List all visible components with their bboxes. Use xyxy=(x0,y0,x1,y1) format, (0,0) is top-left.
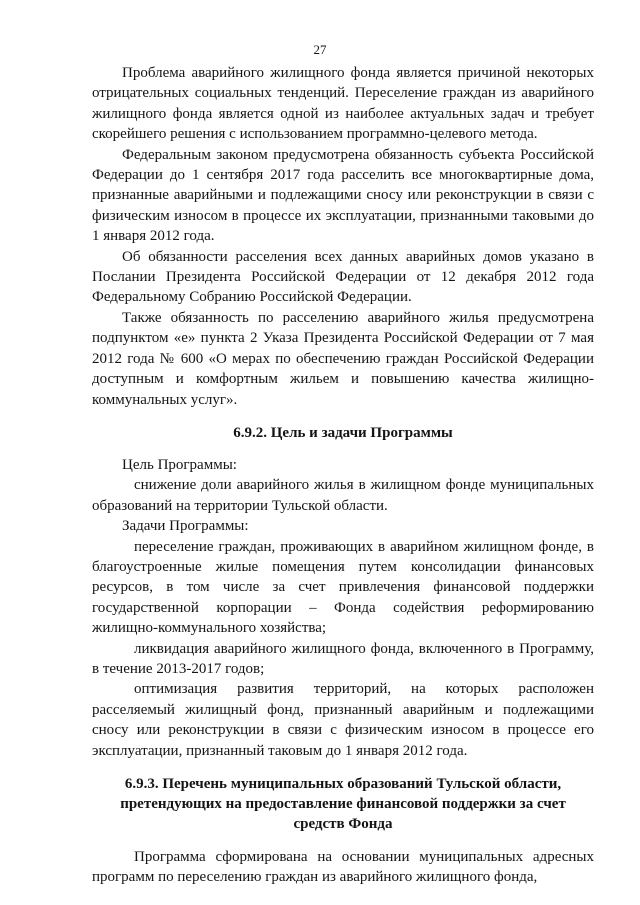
section-heading-goals: 6.9.2. Цель и задачи Программы xyxy=(233,424,453,441)
page-body xyxy=(92,63,594,888)
goal-text: снижение доли аварийного жилья в жилищном фонде муниципальных образований на территории Тульской области. xyxy=(92,477,594,514)
section-heading-municipalities: 6.9.3. Перечень муниципальных образований Тульской области, претендующих на предоставление финансовой поддержки за счет средств Фонда xyxy=(120,776,566,832)
paragraph-program-basis: Программа сформирована на основании муниципальных адресных программ по переселению граждан из аварийного жилищного фонда, xyxy=(92,849,594,886)
page-number: 27 xyxy=(313,42,327,57)
task-item: оптимизация развития территорий, на которых расположен расселяемый жилищный фонд, признанный аварийным и подлежащими сносу или реконструкции в связи с физическим износом в процессе его эксплуатации, признанный таковым до 1 января 2012 года. xyxy=(92,681,594,759)
paragraph-federal-law: Федеральным законом предусмотрена обязанность субъекта Российской Федерации до 1 сентября 2017 года расселить все многоквартирные дома, признанные аварийными и подлежащими сносу или реконструкции в связи с физическим износом в процессе их эксплуатации, признанными таковыми до 1 января 2012 года. xyxy=(92,146,594,245)
paragraph-problem: Проблема аварийного жилищного фонда является причиной некоторых отрицательных социальных тенденций. Переселение граждан из аварийного жилищного фонда является одной из наиболее актуальных задач и требует скорейшего решения с использованием программно-целевого метода. xyxy=(92,65,594,143)
task-item: ликвидация аварийного жилищного фонда, включенного в Программу, в течение 2013-2017 годов; xyxy=(92,640,594,677)
tasks-label: Задачи Программы: xyxy=(122,518,249,535)
paragraph-presidential-address: Об обязанности расселения всех данных аварийных домов указано в Послании Президента Российской Федерации от 12 декабря 2012 года Федеральному Собранию Российской Федерации. xyxy=(92,248,594,306)
task-item: переселение граждан, проживающих в аварийном жилищном фонде, в благоустроенные жилые помещения путем консолидации финансовых ресурсов, в том числе за счет привлечения финансовой поддержки государственной корпорации – Фонда содействия реформированию жилищно-коммунального хозяйства; xyxy=(92,538,594,637)
goal-label: Цель Программы: xyxy=(122,456,237,473)
paragraph-decree-600: Также обязанность по расселению аварийного жилья предусмотрена подпунктом «е» пункта 2 Указа Президента Российской Федерации от 7 мая 2012 года № 600 «О мерах по обеспечению граждан Российской Федерации доступным и комфортным жильем и повышению качества жилищно-коммунальных услуг». xyxy=(92,309,594,408)
